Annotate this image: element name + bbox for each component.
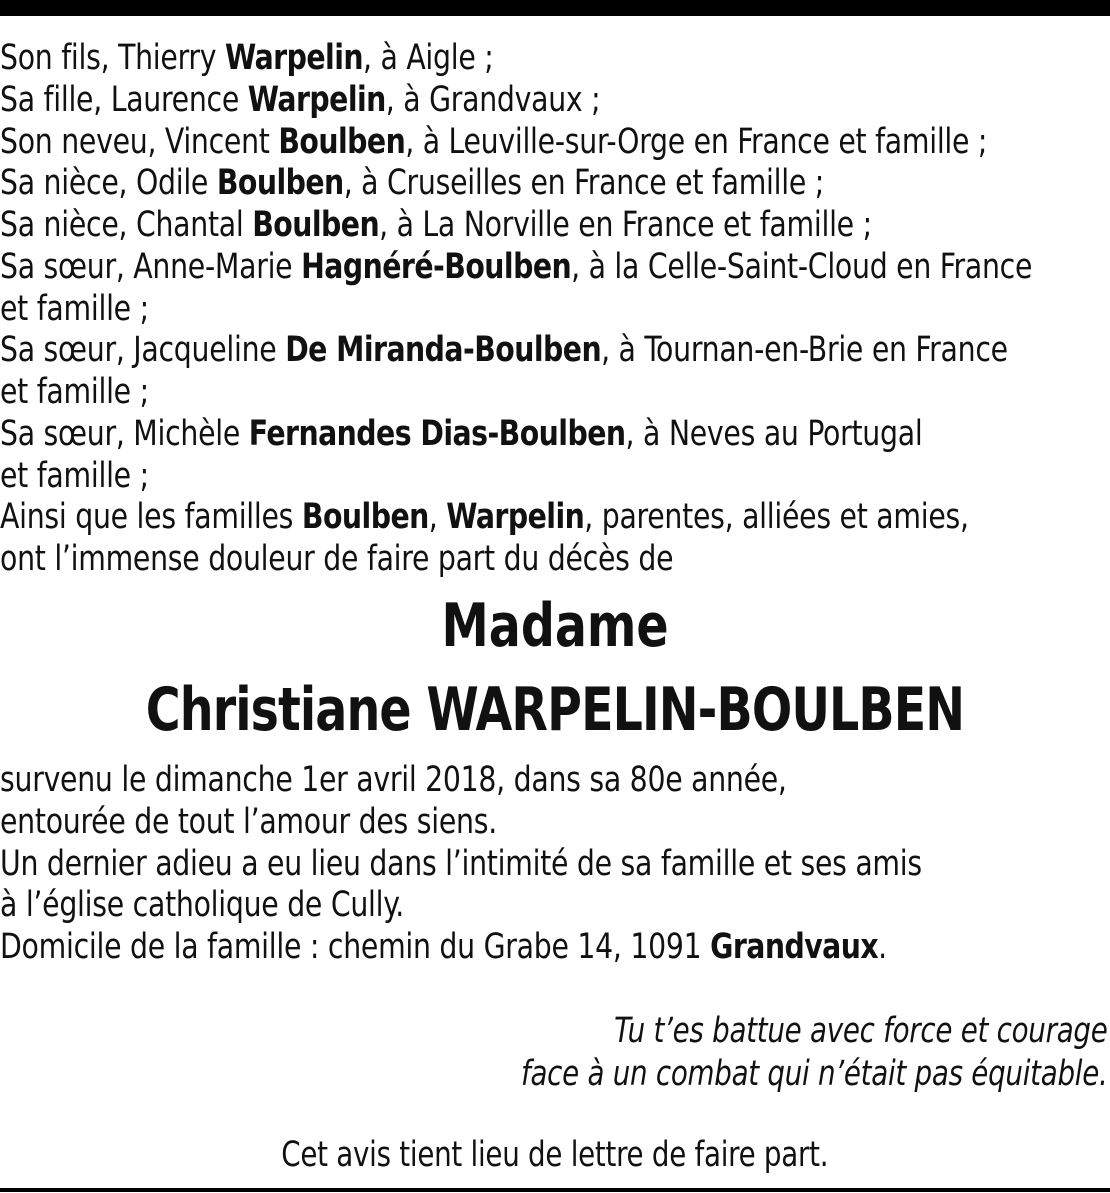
closing-note: Cet avis tient lieu de lettre de faire part. (281, 1135, 829, 1175)
family-line: Sa sœur, Jacqueline De Miranda-Boulben, à Tournan-en-Brie en France (0, 330, 1008, 371)
family-name: Hagnéré-Boulben (301, 246, 572, 287)
family-name: Boulben (278, 121, 406, 162)
family-name: Warpelin (225, 38, 364, 78)
family-list (0, 38, 1110, 581)
detail-line: survenu le dimanche 1er avril 2018, dans sa 80e année, (0, 760, 787, 800)
deceased-name: Christiane WARPELIN-BOULBEN (145, 675, 965, 745)
quote-block (441, 1010, 1108, 1096)
family-line: Sa nièce, Odile Boulben, à Cruseilles en France et famille ; (0, 163, 825, 204)
family-line: Sa nièce, Chantal Boulben, à La Norville en France et famille ; (0, 205, 872, 245)
detail-line: Un dernier adieu a eu lieu dans l’intimité de sa famille et ses amis (0, 843, 922, 884)
family-line: Sa sœur, Anne-Marie Hagnéré-Boulben, à la Celle-Saint-Cloud en France (0, 246, 1033, 287)
family-name: De Miranda-Boulben (285, 330, 602, 371)
family-name: Fernandes Dias-Boulben (248, 413, 626, 454)
top-rule (0, 0, 1110, 16)
also-line: Ainsi que les familles Boulben, Warpelin, parentes, alliées et amies, (0, 497, 969, 538)
family-line: Sa sœur, Michèle Fernandes Dias-Boulben, à Neves au Portugal (0, 413, 923, 454)
details-block (0, 760, 1110, 969)
family-line: et famille ; (0, 372, 149, 412)
announce-line: ont l’immense douleur de faire part du décès de (0, 539, 674, 579)
family-line: et famille ; (0, 288, 149, 329)
quote-line: Tu t’es battue avec force et courage (614, 1011, 1108, 1051)
detail-line: entourée de tout l’amour des siens. (0, 801, 497, 842)
domicile-line: Domicile de la famille : chemin du Grabe 14, 1091 Grandvaux. (0, 927, 887, 967)
family-name: Warpelin (247, 79, 386, 120)
family-name: Boulben (301, 497, 429, 538)
quote-line: face à un combat qui n’était pas équitable. (521, 1054, 1108, 1094)
family-line: Sa fille, Laurence Warpelin, à Grandvaux ; (0, 79, 601, 120)
family-name: Warpelin (446, 497, 585, 538)
family-line: Son neveu, Vincent Boulben, à Leuville-sur-Orge en France et famille ; (0, 121, 988, 162)
bottom-rule (0, 1188, 1110, 1192)
family-name: Boulben (216, 163, 344, 204)
domicile-place: Grandvaux (710, 927, 879, 967)
family-line: Son fils, Thierry Warpelin, à Aigle ; (0, 38, 494, 78)
deceased-title: Madame (441, 591, 669, 661)
family-line: et famille ; (0, 455, 149, 496)
family-name: Boulben (252, 205, 380, 245)
detail-line: à l’église catholique de Cully. (0, 885, 404, 926)
